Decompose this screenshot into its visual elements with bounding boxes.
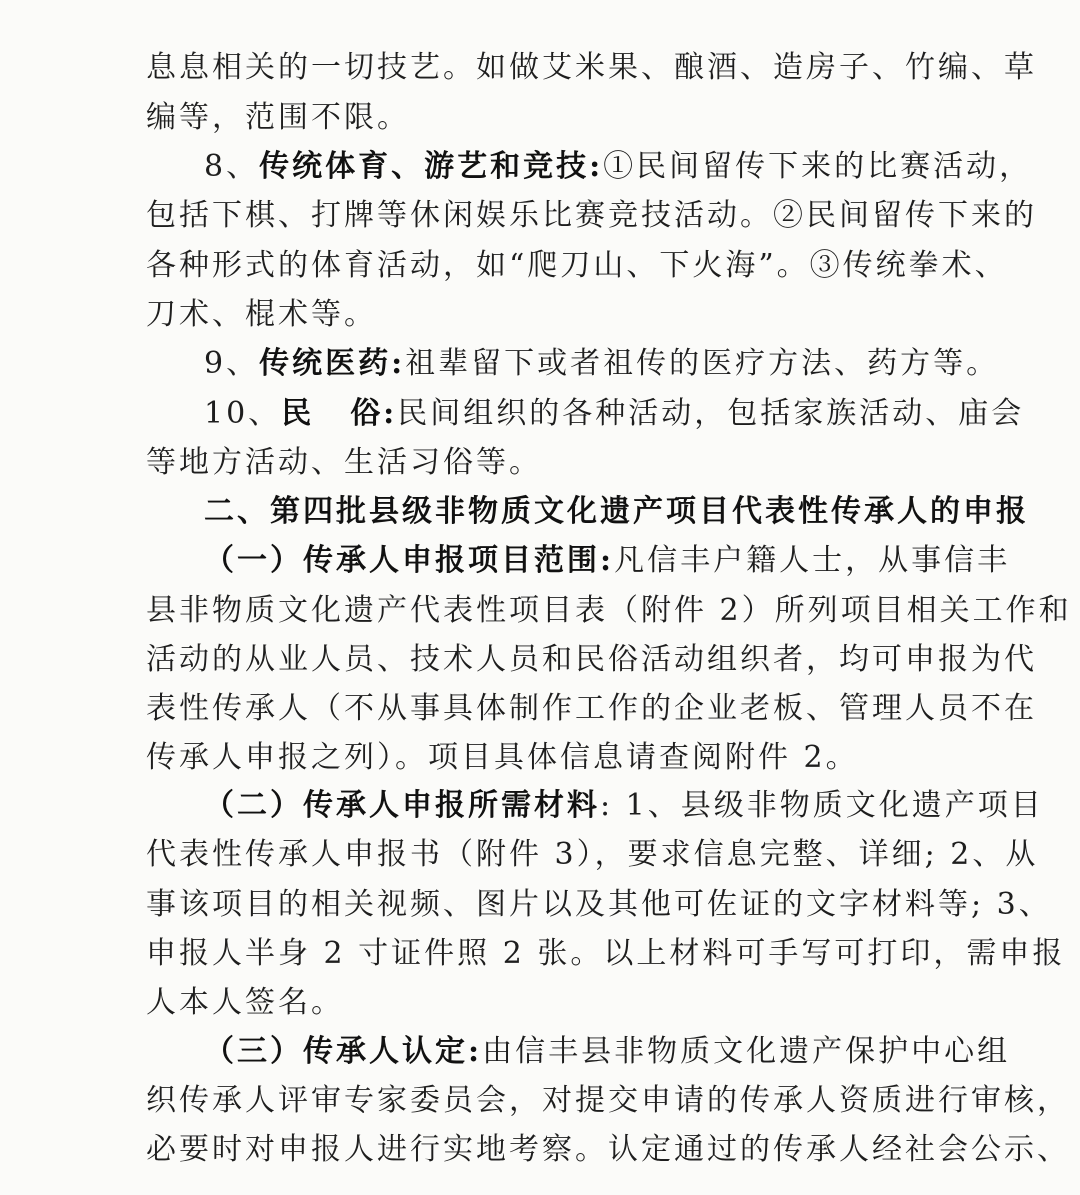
subsection-1-line: （一）传承人申报项目范围:凡信丰户籍人士，从事信丰 [204,543,1011,578]
subsection-heading: （一）传承人申报项目范围: [204,543,615,578]
subsection-3-line: （三）传承人认定:由信丰县非物质文化遗产保护中心组 [204,1034,1011,1069]
item-heading: 民 [281,396,315,431]
item-heading: 传统体育、游艺和竞技: [259,149,604,184]
item-heading: 俗: [350,396,398,431]
item-8-line: 8、传统体育、游艺和竞技:①民间留传下来的比赛活动， [204,149,1033,184]
body-line: 息息相关的一切技艺。如做艾米果、酿酒、造房子、竹编、草 [146,50,1037,85]
body-line: 县非物质文化遗产代表性项目表（附件 2）所列项目相关工作和 [146,593,1072,628]
item-heading: 传统医药: [259,346,406,381]
body-line: 事该项目的相关视频、图片以及其他可佐证的文字材料等; 3、 [146,887,1052,922]
body-line: 申报人半身 2 寸证件照 2 张。以上材料可手写可打印，需申报 [146,936,1066,971]
item-number: 8、 [204,149,260,184]
body-line: 织传承人评审专家委员会，对提交申请的传承人资质进行审核， [146,1083,1070,1118]
body-line: 包括下棋、打牌等休闲娱乐比赛竞技活动。②民间留传下来的 [146,198,1037,233]
body-line: 代表性传承人申报书（附件 3），要求信息完整、详细; 2、从 [146,837,1039,872]
subsection-2-line: （二）传承人申报所需材料: 1、县级非物质文化遗产项目 [204,788,1044,823]
subsection-heading: （二）传承人申报所需材料 [204,788,600,823]
item-9-line: 9、传统医药:祖辈留下或者祖传的医疗方法、药方等。 [204,346,1000,381]
body-line: 表性传承人（不从事具体制作工作的企业老板、管理人员不在 [146,691,1037,726]
body-line: 等地方活动、生活习俗等。 [146,445,542,480]
item-10-line: 10、民 俗:民间组织的各种活动，包括家族活动、庙会 [204,396,1025,431]
body-line: 刀术、棍术等。 [146,297,377,332]
body-line: 活动的从业人员、技术人员和民俗活动组织者，均可申报为代 [146,642,1037,677]
body-line: 人本人签名。 [146,985,344,1020]
body-line: 必要时对申报人进行实地考察。认定通过的传承人经社会公示、 [146,1132,1070,1167]
body-line: 编等，范围不限。 [146,100,410,135]
body-line: 各种形式的体育活动，如“爬刀山、下火海”。③传统拳术、 [146,248,1008,283]
subsection-heading: （三）传承人认定: [204,1034,483,1069]
item-number: 10、 [204,396,282,431]
body-line: 传承人申报之列）。项目具体信息请查阅附件 2。 [146,740,859,775]
section-heading: 二、第四批县级非物质文化遗产项目代表性传承人的申报 [204,494,1029,529]
item-number: 9、 [204,346,260,381]
